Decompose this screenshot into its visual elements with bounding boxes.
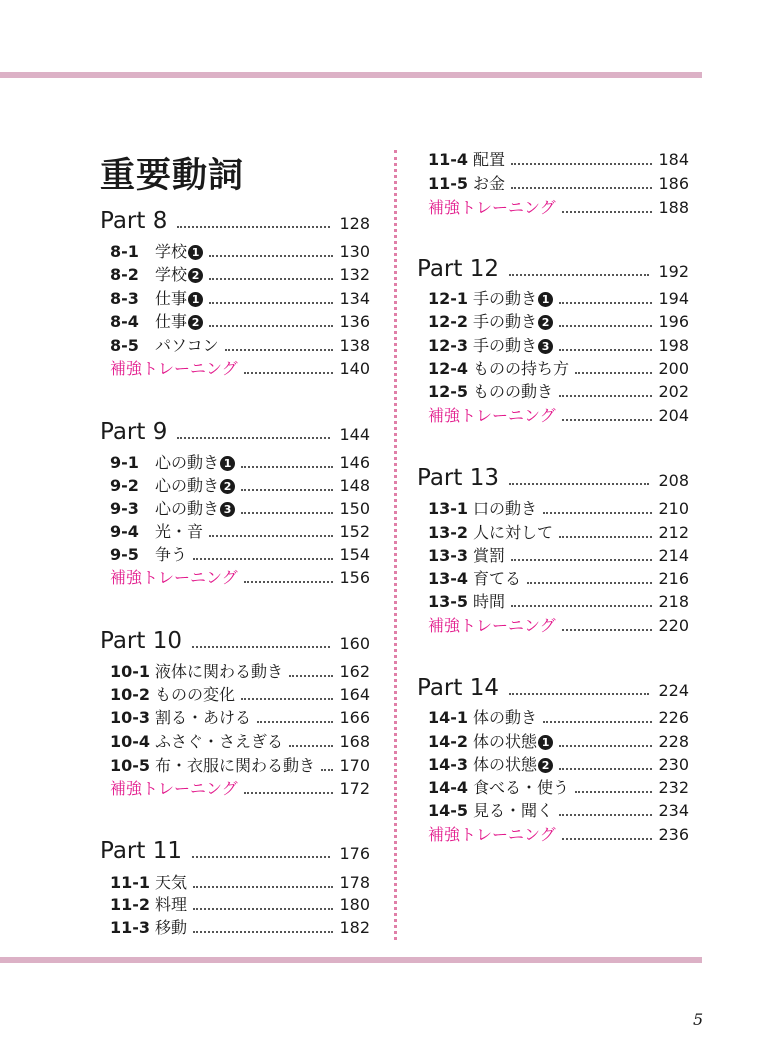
entry-title bbox=[155, 311, 203, 333]
entry-title bbox=[155, 894, 187, 916]
toc-entry[interactable] bbox=[110, 288, 370, 310]
toc-entry[interactable] bbox=[428, 545, 689, 567]
number-badge-icon: 3 bbox=[538, 339, 553, 354]
entry-title-text: 料理 bbox=[155, 895, 188, 914]
entry-page-number: 168 bbox=[339, 732, 370, 751]
training-label: 補強トレーニング bbox=[110, 779, 238, 798]
entry-code: 8-3 bbox=[110, 289, 139, 308]
number-badge-icon: 2 bbox=[188, 268, 203, 283]
entry-title bbox=[473, 800, 553, 822]
leader-dots bbox=[509, 483, 649, 485]
entry-title bbox=[473, 707, 537, 729]
entry-page-number: 184 bbox=[658, 150, 689, 169]
entry-code: 10-4 bbox=[110, 732, 151, 751]
entry-title-text: 争う bbox=[155, 545, 188, 564]
entry-title-text: 天気 bbox=[155, 873, 188, 892]
entry-code: 14-5 bbox=[428, 801, 469, 820]
training-entry[interactable] bbox=[428, 615, 689, 637]
entry-page-number: 180 bbox=[339, 895, 370, 914]
toc-entry[interactable] bbox=[110, 241, 370, 263]
leader-dots bbox=[193, 931, 333, 933]
number-badge-icon: 1 bbox=[538, 735, 553, 750]
toc-entry[interactable] bbox=[110, 755, 370, 777]
entry-page-number: 164 bbox=[339, 685, 370, 704]
toc-entry[interactable] bbox=[110, 544, 370, 566]
toc-entry[interactable] bbox=[110, 684, 370, 706]
part-label: Part 13 bbox=[417, 465, 499, 491]
entry-code: 12-3 bbox=[428, 336, 469, 355]
entry-title bbox=[155, 661, 283, 683]
leader-dots bbox=[241, 489, 333, 491]
leader-dots bbox=[192, 856, 330, 858]
leader-dots bbox=[575, 791, 652, 793]
entry-code: 14-1 bbox=[428, 708, 469, 727]
entry-title bbox=[155, 521, 203, 543]
entry-title-text: 光・音 bbox=[155, 522, 204, 541]
toc-entry[interactable] bbox=[428, 731, 689, 753]
number-badge-icon: 2 bbox=[538, 315, 553, 330]
entry-code: 13-5 bbox=[428, 592, 469, 611]
part-label: Part 10 bbox=[100, 628, 182, 654]
training-entry[interactable] bbox=[428, 405, 689, 427]
entry-code: 14-4 bbox=[428, 778, 469, 797]
training-entry[interactable] bbox=[428, 824, 689, 846]
leader-dots bbox=[289, 745, 333, 747]
toc-entry[interactable] bbox=[110, 311, 370, 333]
entry-page-number: 152 bbox=[339, 522, 370, 541]
number-badge-icon: 2 bbox=[220, 479, 235, 494]
entry-page-number: 132 bbox=[339, 265, 370, 284]
leader-dots bbox=[511, 187, 652, 189]
entry-code: 8-5 bbox=[110, 336, 139, 355]
entry-title bbox=[473, 522, 553, 544]
entry-title-text: 仕事 bbox=[155, 289, 188, 308]
entry-code: 12-2 bbox=[428, 312, 469, 331]
leader-dots bbox=[177, 437, 330, 439]
entry-code: 9-4 bbox=[110, 522, 139, 541]
entry-page-number: 162 bbox=[339, 662, 370, 681]
entry-title-text: 手の動き bbox=[473, 312, 538, 331]
entry-page-number: 230 bbox=[658, 755, 689, 774]
entry-title-text: 心の動き bbox=[155, 453, 220, 472]
toc-entry[interactable] bbox=[428, 498, 689, 520]
entry-code: 10-3 bbox=[110, 708, 151, 727]
leader-dots bbox=[511, 559, 652, 561]
entry-title-text: 布・衣服に関わる動き bbox=[155, 756, 316, 775]
entry-title bbox=[155, 544, 187, 566]
leader-dots bbox=[559, 395, 652, 397]
entry-code: 13-1 bbox=[428, 499, 469, 518]
entry-title bbox=[155, 917, 187, 939]
entry-page-number: 218 bbox=[658, 592, 689, 611]
leader-dots bbox=[527, 582, 652, 584]
entry-code: 12-5 bbox=[428, 382, 469, 401]
leader-dots bbox=[543, 721, 652, 723]
entry-page-number: 210 bbox=[658, 499, 689, 518]
entry-title bbox=[155, 755, 315, 777]
entry-title bbox=[473, 731, 553, 753]
entry-title bbox=[155, 707, 251, 729]
training-label: 補強トレーニング bbox=[110, 359, 238, 378]
entry-page-number: 232 bbox=[658, 778, 689, 797]
entry-code: 9-3 bbox=[110, 499, 139, 518]
entry-code: 11-3 bbox=[110, 918, 151, 937]
entry-title-text: ものの変化 bbox=[155, 685, 236, 704]
number-badge-icon: 1 bbox=[538, 292, 553, 307]
entry-title-text: 割る・あける bbox=[155, 708, 252, 727]
entry-title bbox=[473, 777, 569, 799]
leader-dots bbox=[559, 768, 652, 770]
entry-code: 9-5 bbox=[110, 545, 139, 564]
entry-page-number: 138 bbox=[339, 336, 370, 355]
leader-dots bbox=[241, 512, 333, 514]
part-heading[interactable] bbox=[417, 465, 689, 491]
entry-page-number: 178 bbox=[339, 873, 370, 892]
toc-entry[interactable] bbox=[428, 149, 689, 171]
entry-page-number: 200 bbox=[658, 359, 689, 378]
entry-page-number: 130 bbox=[339, 242, 370, 261]
page-title: 重要動詞 bbox=[100, 156, 245, 196]
entry-page-number: 182 bbox=[339, 918, 370, 937]
entry-code: 10-2 bbox=[110, 685, 151, 704]
entry-page-number: 146 bbox=[339, 453, 370, 472]
entry-title-text: 体の動き bbox=[473, 708, 538, 727]
toc-entry[interactable] bbox=[428, 358, 689, 380]
entry-page-number: 198 bbox=[658, 336, 689, 355]
entry-code: 9-2 bbox=[110, 476, 139, 495]
leader-dots bbox=[559, 325, 652, 327]
entry-title-text: 液体に関わる動き bbox=[155, 662, 284, 681]
toc-entry[interactable] bbox=[110, 731, 370, 753]
entry-code: 11-5 bbox=[428, 174, 469, 193]
entry-title-text: 手の動き bbox=[473, 336, 538, 355]
entry-page-number: 226 bbox=[658, 708, 689, 727]
leader-dots bbox=[244, 792, 334, 794]
leader-dots bbox=[241, 698, 333, 700]
leader-dots bbox=[562, 211, 653, 213]
entry-title-text: ものの動き bbox=[473, 382, 554, 401]
leader-dots bbox=[509, 274, 649, 276]
leader-dots bbox=[509, 693, 649, 695]
part-page-number: 144 bbox=[339, 425, 370, 444]
training-label: 補強トレーニング bbox=[110, 568, 238, 587]
training-label: 補強トレーニング bbox=[428, 616, 556, 635]
entry-title bbox=[155, 288, 203, 310]
number-badge-icon: 1 bbox=[188, 292, 203, 307]
leader-dots bbox=[257, 721, 333, 723]
part-label: Part 9 bbox=[100, 419, 168, 445]
leader-dots bbox=[209, 255, 333, 257]
entry-code: 11-2 bbox=[110, 895, 151, 914]
entry-title bbox=[473, 311, 553, 333]
leader-dots bbox=[209, 535, 333, 537]
entry-title-text: 学校 bbox=[155, 242, 188, 261]
entry-page-number: 216 bbox=[658, 569, 689, 588]
entry-page-number: 156 bbox=[339, 568, 370, 587]
leader-dots bbox=[209, 302, 333, 304]
entry-code: 10-5 bbox=[110, 756, 151, 775]
entry-title-text: 時間 bbox=[473, 592, 506, 611]
entry-title bbox=[473, 335, 553, 357]
toc-entry[interactable] bbox=[428, 800, 689, 822]
part-heading[interactable] bbox=[417, 256, 689, 282]
toc-entry[interactable] bbox=[110, 707, 370, 729]
part-heading[interactable] bbox=[100, 419, 370, 445]
leader-dots bbox=[241, 466, 333, 468]
leader-dots bbox=[177, 226, 330, 228]
entry-title-text: 仕事 bbox=[155, 312, 188, 331]
toc-entry[interactable] bbox=[428, 522, 689, 544]
leader-dots bbox=[193, 886, 333, 888]
entry-title-text: 配置 bbox=[473, 150, 506, 169]
number-badge-icon: 2 bbox=[188, 315, 203, 330]
leader-dots bbox=[562, 838, 653, 840]
entry-page-number: 214 bbox=[658, 546, 689, 565]
part-page-number: 128 bbox=[339, 214, 370, 233]
entry-code: 8-1 bbox=[110, 242, 139, 261]
entry-page-number: 234 bbox=[658, 801, 689, 820]
entry-title-text: 心の動き bbox=[155, 499, 220, 518]
toc-entry[interactable] bbox=[110, 498, 370, 520]
entry-title-text: ふさぐ・さえぎる bbox=[155, 732, 284, 751]
number-badge-icon: 2 bbox=[538, 758, 553, 773]
training-entry[interactable] bbox=[110, 778, 370, 800]
training-label: 補強トレーニング bbox=[428, 825, 556, 844]
toc-entry[interactable] bbox=[110, 335, 370, 357]
entry-page-number: 140 bbox=[339, 359, 370, 378]
toc-entry[interactable] bbox=[110, 521, 370, 543]
leader-dots bbox=[543, 512, 652, 514]
entry-code: 11-4 bbox=[428, 150, 469, 169]
entry-page-number: 136 bbox=[339, 312, 370, 331]
leader-dots bbox=[209, 325, 333, 327]
part-page-number: 176 bbox=[339, 844, 370, 863]
entry-code: 12-4 bbox=[428, 359, 469, 378]
entry-title bbox=[473, 381, 553, 403]
entry-code: 13-3 bbox=[428, 546, 469, 565]
entry-title-text: 育てる bbox=[473, 569, 522, 588]
toc-entry[interactable] bbox=[428, 173, 689, 195]
entry-title-text: 手の動き bbox=[473, 289, 538, 308]
entry-title bbox=[155, 731, 283, 753]
leader-dots bbox=[511, 605, 652, 607]
entry-page-number: 154 bbox=[339, 545, 370, 564]
entry-page-number: 236 bbox=[658, 825, 689, 844]
leader-dots bbox=[209, 278, 333, 280]
part-heading[interactable] bbox=[100, 838, 370, 864]
entry-page-number: 228 bbox=[658, 732, 689, 751]
entry-title-text: 食べる・使う bbox=[473, 778, 570, 797]
top-rule bbox=[0, 72, 702, 78]
entry-title bbox=[155, 475, 235, 497]
entry-title-text: ものの持ち方 bbox=[473, 359, 570, 378]
part-label: Part 8 bbox=[100, 208, 168, 234]
part-page-number: 192 bbox=[658, 262, 689, 281]
entry-page-number: 166 bbox=[339, 708, 370, 727]
entry-code: 14-3 bbox=[428, 755, 469, 774]
entry-code: 13-2 bbox=[428, 523, 469, 542]
entry-title bbox=[473, 545, 505, 567]
entry-title bbox=[473, 358, 569, 380]
entry-title-text: 体の状態 bbox=[473, 755, 538, 774]
number-badge-icon: 1 bbox=[188, 245, 203, 260]
part-label: Part 11 bbox=[100, 838, 182, 864]
entry-title bbox=[473, 149, 505, 171]
page-number: 5 bbox=[693, 1010, 704, 1029]
entry-page-number: 134 bbox=[339, 289, 370, 308]
entry-title bbox=[473, 754, 553, 776]
part-label: Part 14 bbox=[417, 675, 499, 701]
entry-title bbox=[155, 872, 187, 894]
entry-page-number: 170 bbox=[339, 756, 370, 775]
leader-dots bbox=[562, 419, 653, 421]
entry-page-number: 194 bbox=[658, 289, 689, 308]
bottom-rule bbox=[0, 957, 702, 963]
toc-entry[interactable] bbox=[428, 568, 689, 590]
entry-page-number: 196 bbox=[658, 312, 689, 331]
part-page-number: 160 bbox=[339, 634, 370, 653]
entry-code: 8-2 bbox=[110, 265, 139, 284]
leader-dots bbox=[559, 302, 652, 304]
part-heading[interactable] bbox=[100, 208, 370, 234]
toc-entry[interactable] bbox=[428, 335, 689, 357]
entry-page-number: 204 bbox=[658, 406, 689, 425]
entry-page-number: 220 bbox=[658, 616, 689, 635]
toc-entry[interactable] bbox=[428, 288, 689, 310]
entry-page-number: 202 bbox=[658, 382, 689, 401]
toc-entry[interactable] bbox=[110, 452, 370, 474]
leader-dots bbox=[321, 769, 333, 771]
entry-title bbox=[473, 568, 521, 590]
leader-dots bbox=[244, 372, 334, 374]
entry-title-text: 体の状態 bbox=[473, 732, 538, 751]
part-heading[interactable] bbox=[417, 675, 689, 701]
toc-entry[interactable] bbox=[428, 591, 689, 613]
leader-dots bbox=[192, 646, 330, 648]
leader-dots bbox=[559, 745, 652, 747]
entry-title-text: 賞罰 bbox=[473, 546, 506, 565]
entry-title-text: 口の動き bbox=[473, 499, 538, 518]
toc-entry[interactable] bbox=[110, 894, 370, 916]
number-badge-icon: 3 bbox=[220, 502, 235, 517]
entry-code: 9-1 bbox=[110, 453, 139, 472]
entry-page-number: 148 bbox=[339, 476, 370, 495]
leader-dots bbox=[559, 814, 652, 816]
entry-title-text: 心の動き bbox=[155, 476, 220, 495]
leader-dots bbox=[225, 349, 334, 351]
toc-entry[interactable] bbox=[428, 754, 689, 776]
leader-dots bbox=[559, 536, 652, 538]
number-badge-icon: 1 bbox=[220, 456, 235, 471]
toc-entry[interactable] bbox=[110, 661, 370, 683]
entry-page-number: 172 bbox=[339, 779, 370, 798]
toc-entry[interactable] bbox=[428, 777, 689, 799]
leader-dots bbox=[562, 629, 653, 631]
entry-title bbox=[155, 264, 203, 286]
part-heading[interactable] bbox=[100, 628, 370, 654]
toc-entry[interactable] bbox=[428, 311, 689, 333]
column-divider bbox=[394, 150, 397, 940]
toc-entry[interactable] bbox=[110, 264, 370, 286]
entry-title bbox=[155, 335, 219, 357]
entry-title bbox=[155, 498, 235, 520]
entry-code: 14-2 bbox=[428, 732, 469, 751]
training-entry[interactable] bbox=[428, 197, 689, 219]
entry-title bbox=[473, 173, 505, 195]
entry-code: 8-4 bbox=[110, 312, 139, 331]
training-entry[interactable] bbox=[110, 358, 370, 380]
toc-entry[interactable] bbox=[110, 917, 370, 939]
entry-title bbox=[155, 452, 235, 474]
part-page-number: 224 bbox=[658, 681, 689, 700]
part-page-number: 208 bbox=[658, 471, 689, 490]
entry-title-text: パソコン bbox=[155, 336, 219, 355]
entry-title-text: 人に対して bbox=[473, 523, 554, 542]
entry-code: 12-1 bbox=[428, 289, 469, 308]
toc-entry[interactable] bbox=[428, 707, 689, 729]
entry-title bbox=[473, 288, 553, 310]
part-label: Part 12 bbox=[417, 256, 499, 282]
leader-dots bbox=[193, 908, 333, 910]
entry-title-text: 見る・聞く bbox=[473, 801, 554, 820]
training-entry[interactable] bbox=[110, 567, 370, 589]
entry-code: 13-4 bbox=[428, 569, 469, 588]
entry-title-text: 移動 bbox=[155, 918, 188, 937]
entry-page-number: 186 bbox=[658, 174, 689, 193]
entry-title bbox=[155, 241, 203, 263]
entry-code: 10-1 bbox=[110, 662, 151, 681]
entry-title bbox=[473, 498, 537, 520]
toc-entry[interactable] bbox=[428, 381, 689, 403]
entry-page-number: 150 bbox=[339, 499, 370, 518]
leader-dots bbox=[289, 675, 333, 677]
entry-page-number: 212 bbox=[658, 523, 689, 542]
leader-dots bbox=[575, 372, 652, 374]
toc-entry[interactable] bbox=[110, 475, 370, 497]
entry-title bbox=[155, 684, 235, 706]
training-label: 補強トレーニング bbox=[428, 406, 556, 425]
entry-title-text: お金 bbox=[473, 174, 506, 193]
entry-page-number: 188 bbox=[658, 198, 689, 217]
entry-title bbox=[473, 591, 505, 613]
entry-title-text: 学校 bbox=[155, 265, 188, 284]
leader-dots bbox=[559, 349, 652, 351]
toc-entry[interactable] bbox=[110, 872, 370, 894]
leader-dots bbox=[244, 581, 334, 583]
entry-code: 11-1 bbox=[110, 873, 151, 892]
leader-dots bbox=[511, 163, 652, 165]
leader-dots bbox=[193, 558, 333, 560]
training-label: 補強トレーニング bbox=[428, 198, 556, 217]
